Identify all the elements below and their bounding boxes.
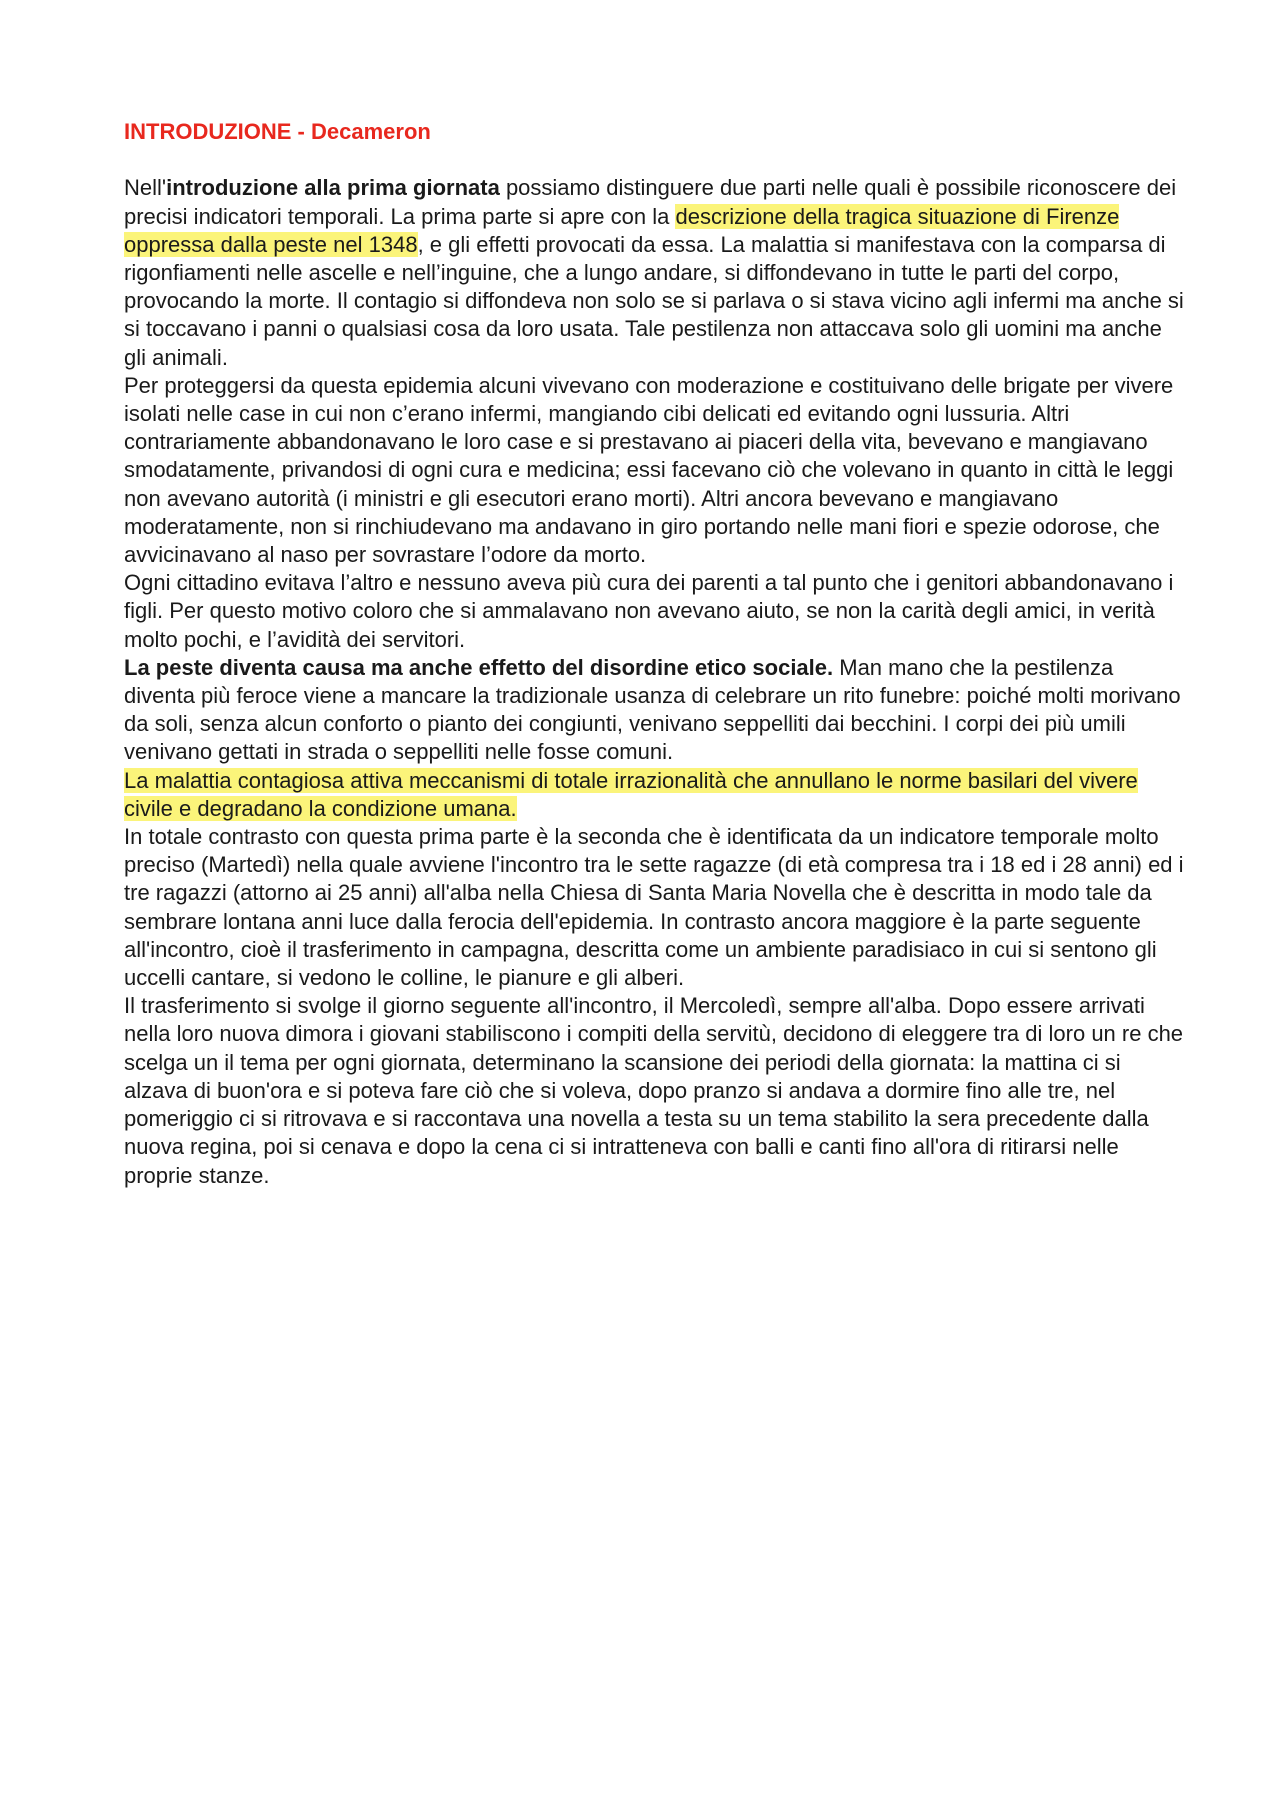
- paragraph-5-highlight: La malattia contagiosa attiva meccanismi di totale irrazionalità che annullano le norme basilari del vivere civile e degradano la condizione umana.: [124, 767, 1138, 821]
- document-page: [124, 118, 1184, 1190]
- paragraph-1-bold: introduzione alla prima giornata: [166, 175, 500, 201]
- paragraph-4-bold: La peste diventa causa ma anche effetto del disordine etico sociale.: [124, 654, 834, 680]
- paragraph-1-text-c: , e gli effetti provocati da essa. La malattia si manifestava con la comparsa di rigonfiamenti nelle ascelle e nell’inguine, che a lungo andare, si diffondevano in tutte le parti del corpo, provocando la morte. Il contagio si diffondeva non solo se si parlava o si stava vicino agli infermi ma anche si si toccavano i panni o qualsiasi cosa da loro usata. Tale pestilenza non attaccava solo gli uomini ma anche gli animali.: [124, 231, 1184, 370]
- paragraph-1: [124, 174, 1184, 371]
- paragraph-3: Ogni cittadino evitava l’altro e nessuno aveva più cura dei parenti a tal punto che i genitori abbandonavano i figli. Per questo motivo coloro che si ammalavano non avevano aiuto, se non la carità degli amici, in verità molto pochi, e l’avidità dei servitori.: [124, 570, 1174, 652]
- paragraph-1-highlight: descrizione della tragica situazione di Firenze oppressa dalla peste nel 1348: [124, 203, 1120, 257]
- paragraph-5: [124, 767, 1184, 823]
- paragraph-1-text-b: possiamo distinguere due parti nelle quali è possibile riconoscere dei precisi indicatori temporali. La prima parte si apre con la: [124, 175, 1177, 229]
- paragraph-1-text-a: Nell': [124, 175, 167, 201]
- document-title: INTRODUZIONE - Decameron: [124, 119, 431, 144]
- paragraph-6: In totale contrasto con questa prima parte è la seconda che è identificata da un indicatore temporale molto preciso (Martedì) nella quale avviene l'incontro tra le sette ragazze (di età compresa tra i 18 ed i 28 anni) ed i tre ragazzi (attorno ai 25 anni) all'alba nella Chiesa di Santa Maria Novella che è descritta in modo tale da sembrare lontana anni luce dalla ferocia dell'epidemia. In contrasto ancora maggiore è la parte seguente all'incontro, cioè il trasferimento in campagna, descritta come un ambiente paradisiaco in cui si sentono gli uccelli cantare, si vedono le colline, le pianure e gli alberi.: [124, 824, 1184, 991]
- paragraph-2: Per proteggersi da questa epidemia alcuni vivevano con moderazione e costituivano delle brigate per vivere isolati nelle case in cui non c’erano infermi, mangiando cibi delicati ed evitando ogni lussuria. Altri contrariamente abbandonavano le loro case e si prestavano ai piaceri della vita, bevevano e mangiavano smodatamente, privandosi di ogni cura e medicina; essi facevano ciò che volevano in quanto in città le leggi non avevano autorità (i ministri e gli esecutori erano morti). Altri ancora bevevano e mangiavano moderatamente, non si rinchiudevano ma andavano in giro portando nelle mani fiori e spezie odorose, che avvicinavano al naso per sovrastare l’odore da morto.: [124, 372, 1174, 568]
- paragraph-4-text: Man mano che la pestilenza diventa più feroce viene a mancare la tradizionale usanza di celebrare un rito funebre: poiché molti morivano da soli, senza alcun conforto o pianto dei congiunti, venivano seppelliti dai becchini. I corpi dei più umili venivano gettati in strada o seppelliti nelle fosse comuni.: [124, 654, 1181, 765]
- paragraph-7: Il trasferimento si svolge il giorno seguente all'incontro, il Mercoledì, sempre all'alba. Dopo essere arrivati nella loro nuova dimora i giovani stabiliscono i compiti della servitù, decidono di eleggere tra di loro un re che scelga un il tema per ogni giornata, determinano la scansione dei periodi della giornata: la mattina ci si alzava di buon'ora e si poteva fare ciò che si voleva, dopo pranzo si andava a dormire fino alle tre, nel pomeriggio ci si ritrovava e si raccontava una novella a testa su un tema stabilito la sera precedente dalla nuova regina, poi si cenava e dopo la cena ci si intratteneva con balli e canti fino all'ora di ritirarsi nelle proprie stanze.: [124, 993, 1184, 1188]
- paragraph-4: [124, 654, 1184, 767]
